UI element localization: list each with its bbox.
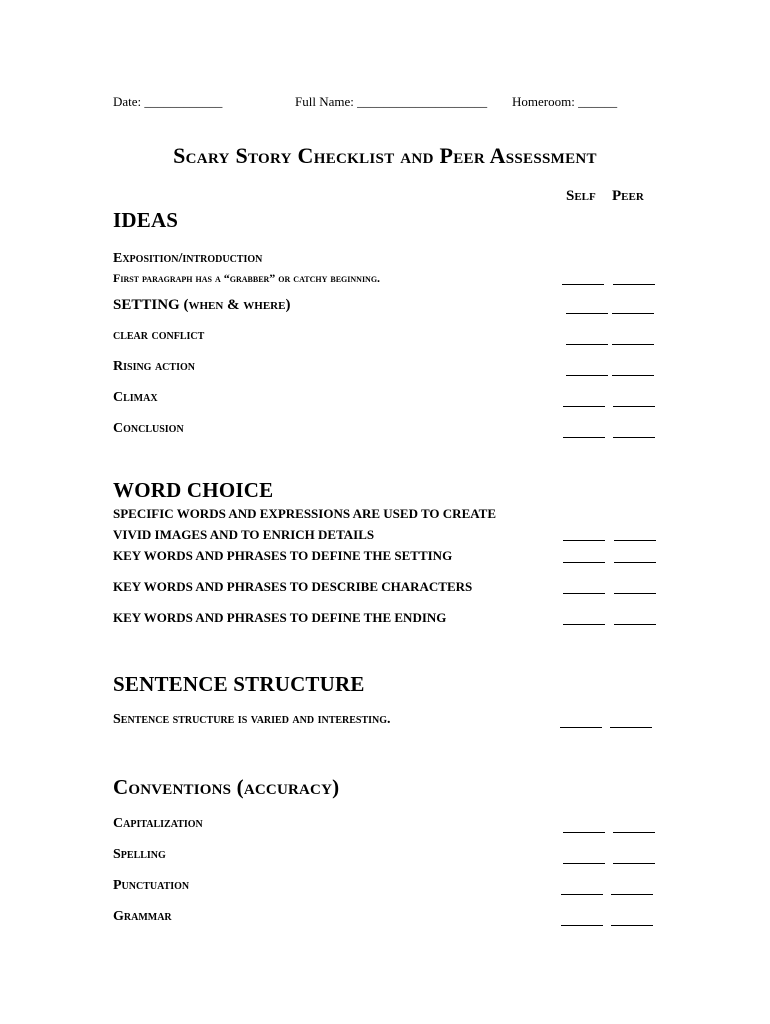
self-score-blank[interactable] xyxy=(563,437,605,438)
self-score-blank[interactable] xyxy=(561,894,603,895)
peer-score-blank[interactable] xyxy=(611,925,653,926)
capitalization-item: Capitalization xyxy=(113,816,203,831)
self-score-blank[interactable] xyxy=(563,593,605,594)
self-score-blank[interactable] xyxy=(563,562,605,563)
setting-item: SETTING (when & where) xyxy=(113,297,291,313)
peer-score-blank[interactable] xyxy=(614,562,656,563)
word-choice-heading: WORD CHOICE xyxy=(113,478,274,502)
page-title: Scary Story Checklist and Peer Assessment xyxy=(173,143,597,168)
self-column-header: Self xyxy=(566,188,596,204)
ending-words-item: KEY WORDS AND PHRASES TO DEFINE THE ENDING xyxy=(113,610,447,625)
self-score-blank[interactable] xyxy=(560,727,602,728)
conclusion-item: Conclusion xyxy=(113,421,184,436)
sentence-varied-item: Sentence structure is varied and interesting. xyxy=(113,712,391,727)
peer-column-header: Peer xyxy=(612,188,644,204)
specific-words-item-line1: SPECIFIC WORDS AND EXPRESSIONS ARE USED TO CREATE xyxy=(113,506,496,521)
exposition-detail: First paragraph has a “grabber” or catchy beginning. xyxy=(113,271,381,285)
peer-score-blank[interactable] xyxy=(612,344,654,345)
peer-score-blank[interactable] xyxy=(613,284,655,285)
homeroom-field-label: Homeroom: ______ xyxy=(512,94,618,109)
peer-score-blank[interactable] xyxy=(614,540,656,541)
specific-words-item-line2: VIVID IMAGES AND TO ENRICH DETAILS xyxy=(113,527,375,542)
self-score-blank[interactable] xyxy=(566,375,608,376)
rising-action-item: Rising action xyxy=(113,359,195,374)
spelling-item: Spelling xyxy=(113,847,166,862)
peer-score-blank[interactable] xyxy=(614,624,656,625)
punctuation-item: Punctuation xyxy=(113,878,190,893)
character-words-item: KEY WORDS AND PHRASES TO DESCRIBE CHARACTERS xyxy=(113,579,473,594)
self-score-blank[interactable] xyxy=(566,313,608,314)
self-score-blank[interactable] xyxy=(563,863,605,864)
peer-score-blank[interactable] xyxy=(613,437,655,438)
conventions-heading: Conventions (accuracy) xyxy=(113,775,340,799)
self-score-blank[interactable] xyxy=(563,624,605,625)
sentence-structure-heading: SENTENCE STRUCTURE xyxy=(113,672,365,696)
self-score-blank[interactable] xyxy=(561,925,603,926)
peer-score-blank[interactable] xyxy=(613,863,655,864)
date-field-label: Date: ____________ xyxy=(113,94,223,109)
peer-score-blank[interactable] xyxy=(611,894,653,895)
self-score-blank[interactable] xyxy=(562,284,604,285)
grammar-item: Grammar xyxy=(113,909,172,924)
climax-item: Climax xyxy=(113,390,158,405)
self-score-blank[interactable] xyxy=(563,540,605,541)
full-name-field-label: Full Name: ____________________ xyxy=(295,94,488,109)
conflict-item: clear conflict xyxy=(113,328,205,343)
peer-score-blank[interactable] xyxy=(612,313,654,314)
self-score-blank[interactable] xyxy=(563,406,605,407)
peer-score-blank[interactable] xyxy=(613,832,655,833)
peer-score-blank[interactable] xyxy=(610,727,652,728)
exposition-item: Exposition/introduction xyxy=(113,251,263,266)
peer-score-blank[interactable] xyxy=(612,375,654,376)
self-score-blank[interactable] xyxy=(566,344,608,345)
peer-score-blank[interactable] xyxy=(613,406,655,407)
setting-words-item: KEY WORDS AND PHRASES TO DEFINE THE SETTING xyxy=(113,548,453,563)
self-score-blank[interactable] xyxy=(563,832,605,833)
ideas-heading: IDEAS xyxy=(113,208,179,232)
peer-score-blank[interactable] xyxy=(614,593,656,594)
